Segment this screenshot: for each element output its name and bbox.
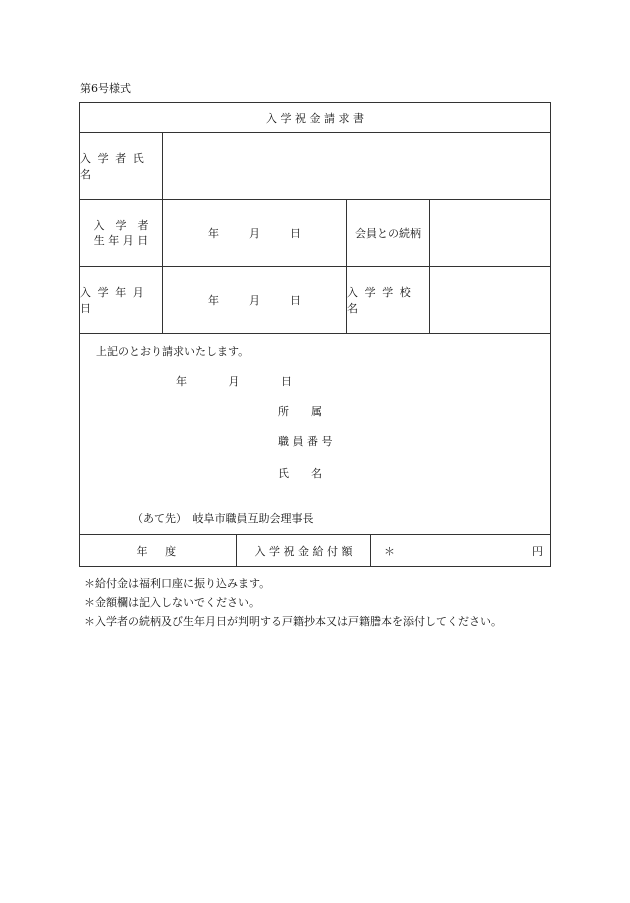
request-month-unit: 月 [228, 375, 240, 388]
request-day-unit: 日 [281, 375, 292, 388]
field-school-name[interactable] [430, 266, 550, 333]
label-fiscal-year: 年 度 [136, 544, 180, 558]
request-form-table [79, 102, 551, 567]
admission-day-unit: 日 [290, 293, 301, 307]
amount-marker: ＊ [384, 545, 395, 558]
label-entrant-name: 入学者氏名 [80, 151, 151, 181]
label-school-name: 入学学校名 [347, 285, 418, 315]
addressee: （あて先） 岐阜市職員互助会理事長 [132, 512, 314, 525]
note-bank-account: ＊給付金は福利口座に振り込みます。 [84, 577, 271, 590]
label-birth-date [80, 199, 162, 266]
signature-name: 氏 名 [278, 467, 322, 480]
field-admission-date[interactable] [163, 266, 346, 333]
field-birth-date[interactable] [163, 199, 346, 266]
request-date[interactable] [176, 373, 292, 389]
request-year-unit: 年 [176, 375, 187, 388]
signature-affiliation: 所 属 [278, 405, 322, 418]
field-relation[interactable] [430, 199, 550, 266]
label-relation: 会員との続柄 [355, 226, 421, 240]
rule-admission [80, 333, 550, 334]
note-attach-register: ＊入学者の続柄及び生年月日が判明する戸籍抄本又は戸籍謄本を添付してください。 [84, 615, 502, 628]
rule-amount-right [370, 534, 371, 566]
signature-staff-number: 職 員 番 号 [278, 435, 333, 448]
label-birth-line2: 生 年 月 日 [93, 233, 149, 247]
label-birth-line1: 入 学 者 [93, 218, 149, 232]
label-grant-amount: 入 学 祝 金 給 付 額 [254, 544, 353, 558]
note-amount-blank: ＊金額欄は記入しないでください。 [84, 596, 260, 609]
field-grant-amount[interactable] [400, 535, 526, 566]
birth-year-unit: 年 [208, 226, 219, 240]
form-title: 入 学 祝 金 請 求 書 [266, 111, 364, 125]
declaration-text: 上記のとおり請求いたします。 [96, 345, 250, 358]
birth-day-unit: 日 [290, 226, 301, 240]
label-admission-date: 入学年月日 [80, 285, 151, 315]
admission-month-unit: 月 [249, 293, 260, 307]
birth-month-unit: 月 [249, 226, 260, 240]
currency-unit: 円 [532, 545, 543, 558]
field-entrant-name[interactable] [163, 132, 550, 199]
admission-year-unit: 年 [208, 293, 219, 307]
form-number: 第6号様式 [80, 82, 131, 95]
